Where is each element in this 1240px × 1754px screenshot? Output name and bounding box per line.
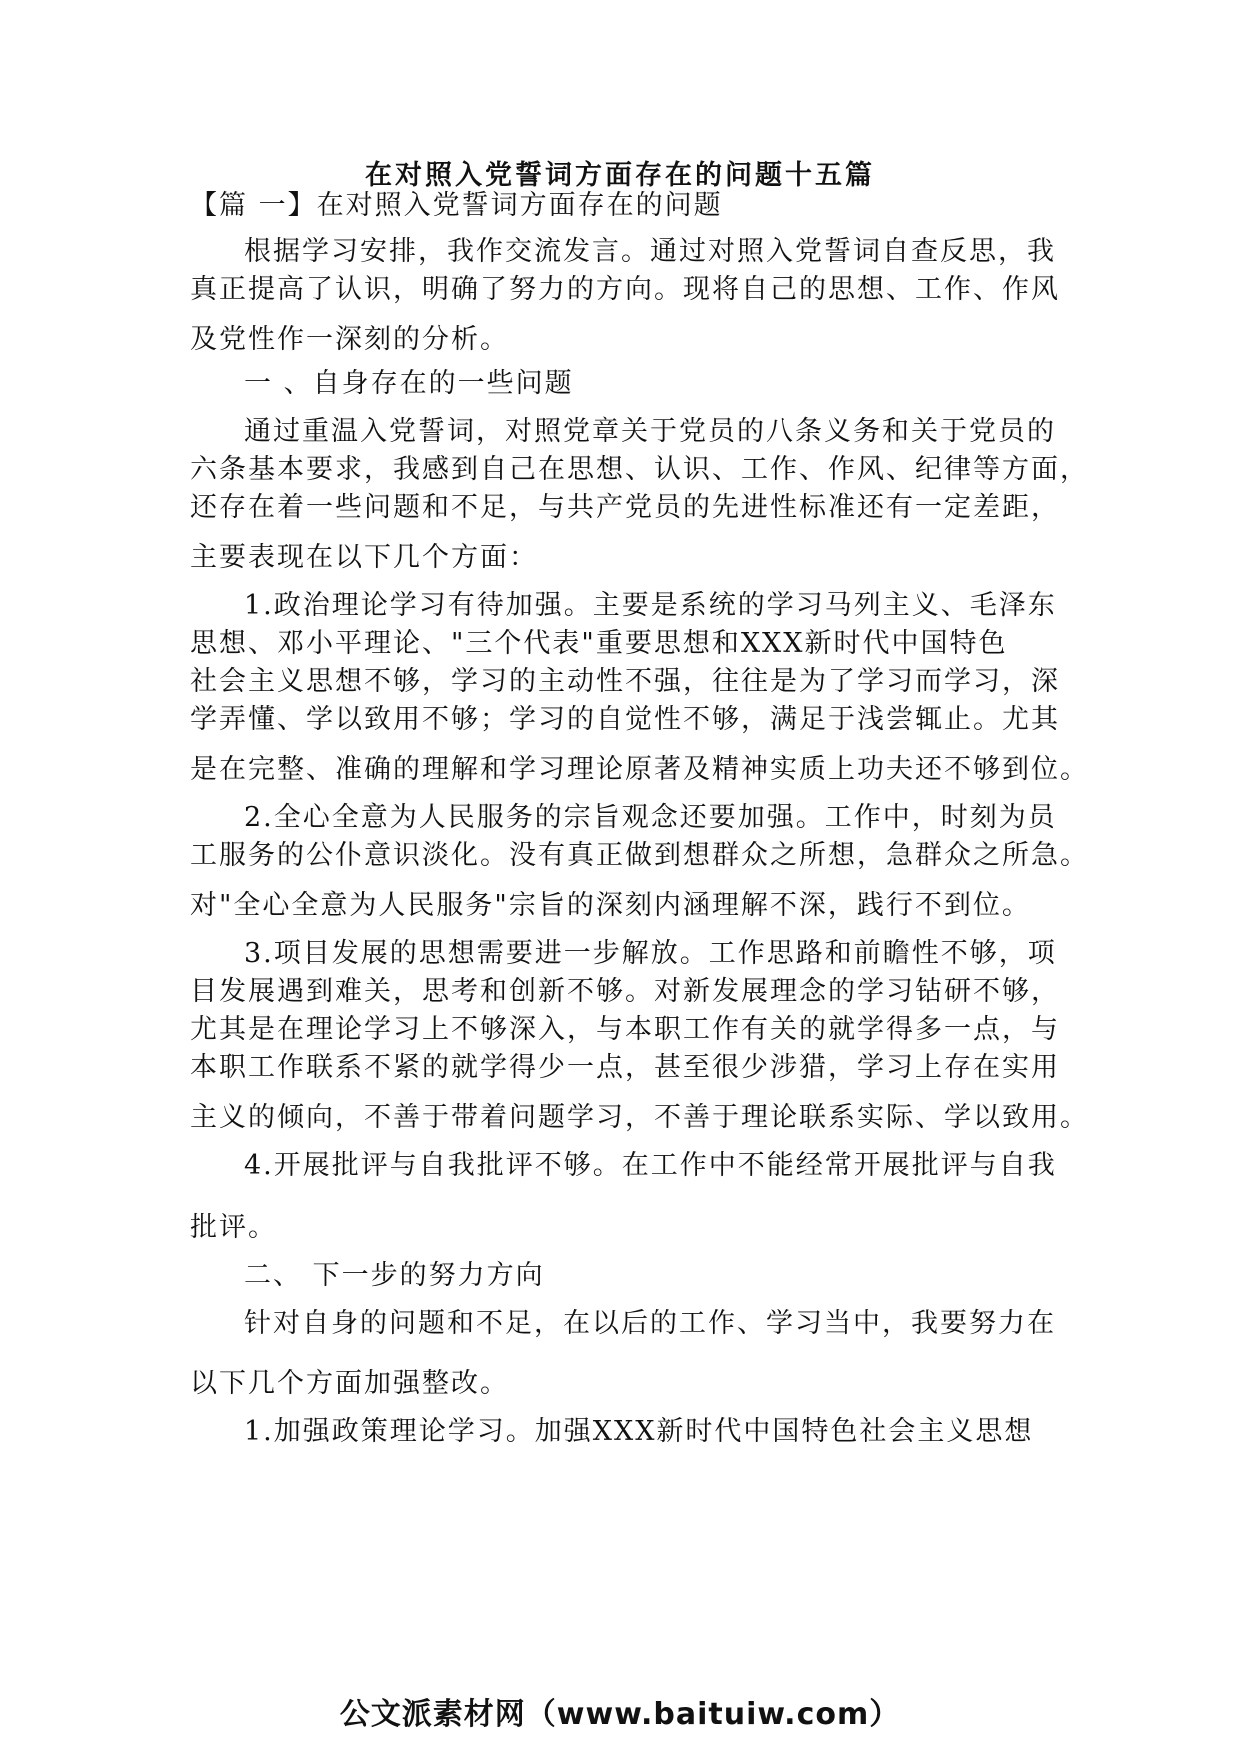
document-title: 在对照入党誓词方面存在的问题十五篇 (365, 160, 875, 191)
paragraph-line: 目发展遇到难关，思考和创新不够。对新发展理念的学习钻研不够， (190, 976, 1060, 1007)
paragraph-line: 工服务的公仆意识淡化。没有真正做到想群众之所想，急群众之所急。 (190, 840, 1089, 871)
paragraph-line: 社会主义思想不够，学习的主动性不强，往往是为了学习而学习，深 (190, 666, 1060, 697)
paragraph-line: 1.加强政策理论学习。加强XXX新时代中国特色社会主义思想 (244, 1416, 1034, 1447)
paragraph-line: 及党性作一深刻的分析。 (190, 324, 509, 355)
subsection-heading: 一 、自身存在的一些问题 (244, 368, 574, 399)
paragraph-line: 是在完整、准确的理解和学习理论原著及精神实质上功夫还不够到位。 (190, 754, 1089, 785)
paragraph-line: 对"全心全意为人民服务"宗旨的深刻内涵理解不深，践行不到位。 (190, 890, 1031, 921)
paragraph-line: 2.全心全意为人民服务的宗旨观念还要加强。工作中，时刻为员 (244, 802, 1057, 833)
paragraph-line: 真正提高了认识，明确了努力的方向。现将自己的思想、工作、作风 (190, 274, 1060, 305)
paragraph-line: 本职工作联系不紧的就学得少一点，甚至很少涉猎，学习上存在实用 (190, 1052, 1060, 1083)
paragraph-line: 1.政治理论学习有待加强。主要是系统的学习马列主义、毛泽东 (244, 590, 1057, 621)
paragraph-line: 学弄懂、学以致用不够；学习的自觉性不够，满足于浅尝辄止。尤其 (190, 704, 1060, 735)
paragraph-line: 主义的倾向，不善于带着问题学习，不善于理论联系实际、学以致用。 (190, 1102, 1089, 1133)
paragraph-line: 根据学习安排，我作交流发言。通过对照入党誓词自查反思，我 (244, 236, 1056, 267)
paragraph-line: 4.开展批评与自我批评不够。在工作中不能经常开展批评与自我 (244, 1150, 1057, 1181)
paragraph-line: 六条基本要求，我感到自己在思想、认识、工作、作风、纪律等方面， (190, 454, 1089, 485)
paragraph-line: 通过重温入党誓词，对照党章关于党员的八条义务和关于党员的 (244, 416, 1056, 447)
footer-source: 公文派素材网（www.baituiw.com） (339, 1697, 901, 1732)
paragraph-line: 还存在着一些问题和不足，与共产党员的先进性标准还有一定差距， (190, 492, 1060, 523)
paragraph-line: 思想、邓小平理论、"三个代表"重要思想和XXX新时代中国特色 (190, 628, 1008, 659)
paragraph-line: 3.项目发展的思想需要进一步解放。工作思路和前瞻性不够，项 (244, 938, 1057, 969)
paragraph-line: 以下几个方面加强整改。 (190, 1368, 509, 1399)
subsection-heading: 二、 下一步的努力方向 (244, 1260, 545, 1291)
paragraph-line: 批评。 (190, 1212, 277, 1243)
paragraph-line: 主要表现在以下几个方面： (190, 542, 538, 573)
paragraph-line: 尤其是在理论学习上不够深入，与本职工作有关的就学得多一点，与 (190, 1014, 1060, 1045)
section-heading: 【篇 一】在对照入党誓词方面存在的问题 (190, 190, 723, 221)
paragraph-line: 针对自身的问题和不足，在以后的工作、学习当中，我要努力在 (244, 1308, 1056, 1339)
